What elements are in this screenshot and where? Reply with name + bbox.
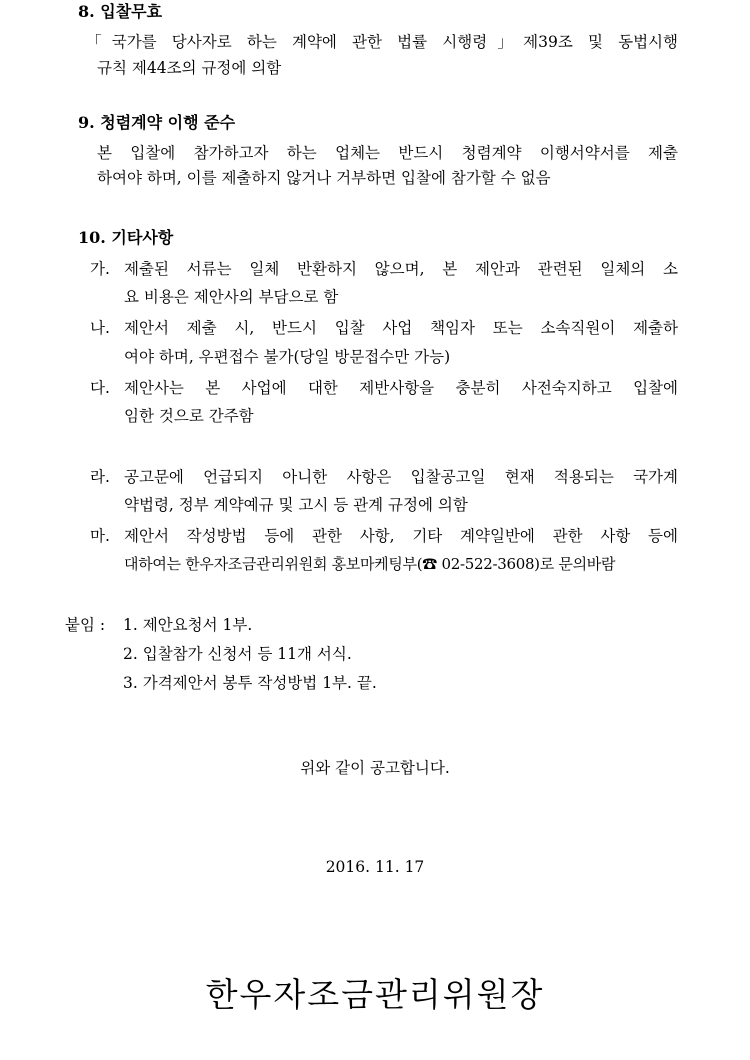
attachment-item: 2. 입찰참가 신청서 등 11개 서식. [123,645,352,663]
item-marker: 가. [90,260,110,278]
section-9-heading: 9. 청렴계약 이행 준수 [78,113,236,132]
item-line-2: 대하여는 한우자조금관리위원회 홍보마케팅부(☎ 02-522-3608)로 문의바람 [124,555,616,573]
attachment-item: 1. 제안요청서 1부. [123,616,253,634]
announcement-date: 2016. 11. 17 [325,858,425,876]
item-line-2: 약법령, 정부 계약예규 및 고시 등 관계 규정에 의함 [124,496,468,514]
item-line-2: 여야 하며, 우편접수 불가(당일 방문접수만 가능) [124,348,451,366]
item-marker: 마. [90,527,110,545]
attachments-label: 붙임 : [65,616,106,634]
item-line-2: 임한 것으로 간주함 [124,407,254,425]
section-8-line-1: 「국가를 당사자로 하는 계약에 관한 법률 시행령」제39조 및 동법시행 [86,33,678,51]
item-line-1: 제안서 작성방법 등에 관한 사항, 기타 계약일반에 관한 사항 등에 [124,527,678,545]
section-9-line-2: 하여야 하며, 이를 제출하지 않거나 거부하면 입찰에 참가할 수 없음 [97,169,551,187]
item-line-1: 제안사는 본 사업에 대한 제반사항을 충분히 사전숙지하고 입찰에 [124,379,678,397]
item-marker: 다. [90,379,110,397]
announcement-text: 위와 같이 공고합니다. [300,759,450,777]
item-marker: 나. [90,319,110,337]
section-8-line-2: 규칙 제44조의 규정에 의함 [97,59,282,77]
section-9-line-1: 본 입찰에 참가하고자 하는 업체는 반드시 청렴계약 이행서약서를 제출 [97,144,678,162]
attachment-item: 3. 가격제안서 봉투 작성방법 1부. 끝. [123,674,377,692]
item-line-1: 제출된 서류는 일체 반환하지 않으며, 본 제안과 관련된 일체의 소 [124,260,678,278]
section-10-heading: 10. 기타사항 [78,228,174,247]
item-line-1: 공고문에 언급되지 아니한 사항은 입찰공고일 현재 적용되는 국가계 [124,468,678,486]
item-marker: 라. [90,468,110,486]
item-line-1: 제안서 제출 시, 반드시 입찰 사업 책임자 또는 소속직원이 제출하 [124,319,678,337]
section-8-heading: 8. 입찰무효 [78,2,163,21]
item-line-2: 요 비용은 제안사의 부담으로 함 [124,288,339,306]
issuer-name: 한우자조금관리위원장 [205,975,545,1014]
